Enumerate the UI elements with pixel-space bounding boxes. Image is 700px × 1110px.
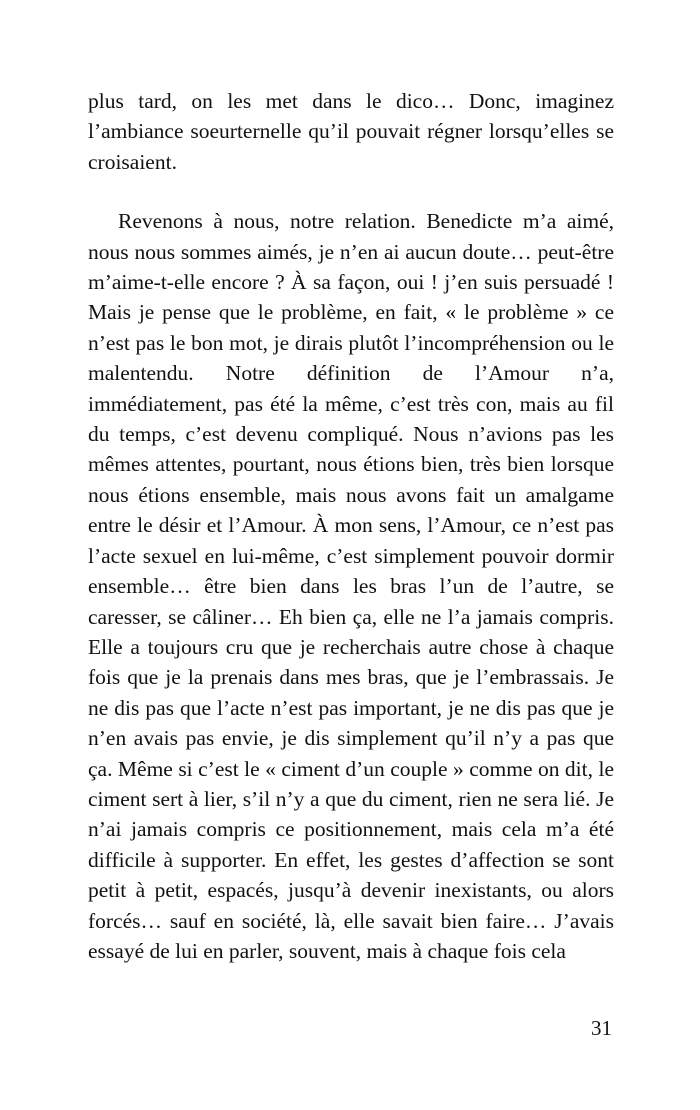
paragraph-continuation: plus tard, on les met dans le dico… Donc, imaginez l’ambiance soeurternelle qu’il pouvait régner lorsqu’elles se croisaient. <box>88 89 614 174</box>
paragraph-main: Revenons à nous, notre relation. Benedicte m’a aimé, nous nous sommes aimés, je n’en ai aucun doute… peut-être m’aime-t-elle encore ? À sa façon, oui ! j’en suis persuadé ! Mais je pense que le problème, en fait, « le problème » ce n’est pas le bon mot, je dirais plutôt l’incompréhension ou le malentendu. Notre définition de l’Amour n’a, immédiatement, pas été la même, c’est très con, mais au fil du temps, c’est devenu compliqué. Nous n’avions pas les mêmes attentes, pourtant, nous étions bien, très bien lorsque nous étions ensemble, mais nous avons fait un amalgame entre le désir et l’Amour. À mon sens, l’Amour, ce n’est pas l’acte sexuel en lui-même, c’est simplement pouvoir dormir ensemble… être bien dans les bras l’un de l’autre, se caresser, se câliner… Eh bien ça, elle ne l’a jamais compris. Elle a toujours cru que je recherchais autre chose à chaque fois que je la prenais dans mes bras, que je l’embrassais. Je ne dis pas que l’acte n’est pas important, je ne dis pas que je n’en avais pas envie, je dis simplement qu’il n’y a pas que ça. Même si c’est le « ciment d’un couple » comme on dit, le ciment sert à lier, s’il n’y a que du ciment, rien ne sera lié. Je n’ai jamais compris ce positionnement, mais cela m’a été difficile à supporter. En effet, les gestes d’affection se sont petit à petit, espacés, jusqu’à devenir inexistants, ou alors forcés… sauf en société, là, elle savait bien faire… J’avais essayé de lui en parler, souvent, mais à chaque fois cela <box>88 209 614 963</box>
page-number: 31 <box>591 1016 612 1040</box>
